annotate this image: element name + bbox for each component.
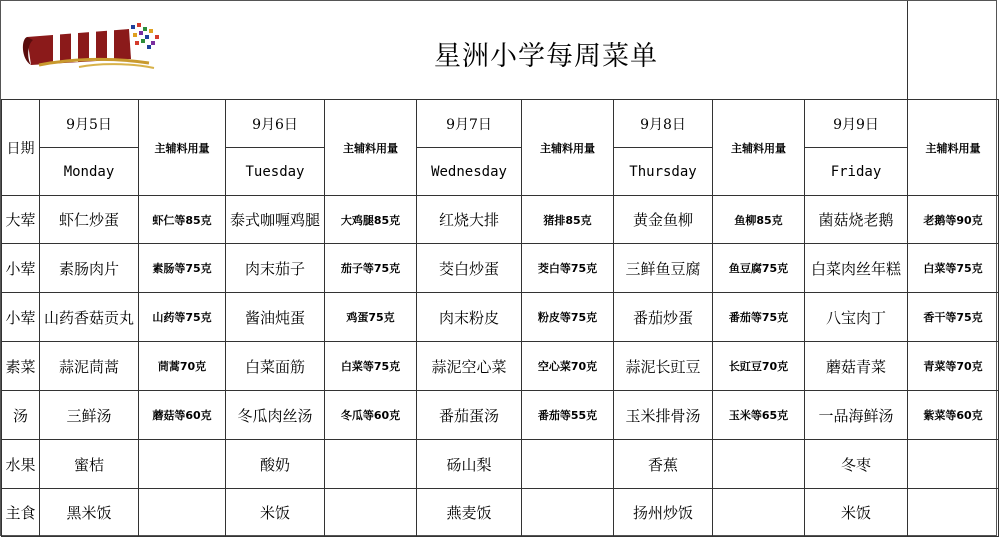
amount-cell: 鱼柳85克 bbox=[713, 196, 805, 244]
amount-cell: 茭白等75克 bbox=[522, 244, 614, 293]
dish-cell: 三鲜汤 bbox=[40, 391, 139, 440]
aux-header: 主辅料用量 bbox=[908, 100, 999, 196]
dish-cell: 番茄炒蛋 bbox=[614, 293, 713, 342]
category-cell: 小荤 bbox=[2, 293, 40, 342]
category-cell: 水果 bbox=[2, 440, 40, 489]
dish-cell: 红烧大排 bbox=[417, 196, 522, 244]
header-row-dates bbox=[2, 100, 999, 148]
aux-header: 主辅料用量 bbox=[713, 100, 805, 196]
dish-cell: 黄金鱼柳 bbox=[614, 196, 713, 244]
dish-cell: 冬瓜肉丝汤 bbox=[226, 391, 325, 440]
amount-cell bbox=[139, 440, 226, 489]
dish-cell: 番茄蛋汤 bbox=[417, 391, 522, 440]
category-cell: 小荤 bbox=[2, 244, 40, 293]
amount-cell: 香干等75克 bbox=[908, 293, 999, 342]
amount-cell: 青菜等70克 bbox=[908, 342, 999, 391]
amount-cell: 番茄等55克 bbox=[522, 391, 614, 440]
dish-cell: 冬枣 bbox=[805, 440, 908, 489]
dish-cell: 肉末茄子 bbox=[226, 244, 325, 293]
amount-cell: 鱼豆腐75克 bbox=[713, 244, 805, 293]
amount-cell bbox=[522, 440, 614, 489]
title-row bbox=[1, 1, 998, 100]
day-weekday: Monday bbox=[40, 148, 139, 196]
day-date: 9月6日 bbox=[226, 100, 325, 148]
dish-cell: 八宝肉丁 bbox=[805, 293, 908, 342]
dish-cell: 蘑菇青菜 bbox=[805, 342, 908, 391]
day-date: 9月9日 bbox=[805, 100, 908, 148]
amount-cell: 素肠等75克 bbox=[139, 244, 226, 293]
day-weekday: Thursday bbox=[614, 148, 713, 196]
dish-cell: 素肠肉片 bbox=[40, 244, 139, 293]
menu-row bbox=[2, 342, 999, 391]
dish-cell: 黑米饭 bbox=[40, 489, 139, 537]
amount-cell: 番茄等75克 bbox=[713, 293, 805, 342]
menu-row bbox=[2, 440, 999, 489]
amount-cell: 空心菜70克 bbox=[522, 342, 614, 391]
dish-cell: 白菜肉丝年糕 bbox=[805, 244, 908, 293]
amount-cell: 紫菜等60克 bbox=[908, 391, 999, 440]
menu-row bbox=[2, 489, 999, 537]
category-cell: 大荤 bbox=[2, 196, 40, 244]
day-weekday: Friday bbox=[805, 148, 908, 196]
amount-cell: 茄子等75克 bbox=[325, 244, 417, 293]
amount-cell bbox=[522, 489, 614, 537]
amount-cell: 白菜等75克 bbox=[325, 342, 417, 391]
amount-cell: 蘑菇等60克 bbox=[139, 391, 226, 440]
dish-cell: 蜜桔 bbox=[40, 440, 139, 489]
school-logo bbox=[19, 15, 169, 75]
amount-cell: 冬瓜等60克 bbox=[325, 391, 417, 440]
dish-cell: 米饭 bbox=[805, 489, 908, 537]
dish-cell: 玉米排骨汤 bbox=[614, 391, 713, 440]
amount-cell: 白菜等75克 bbox=[908, 244, 999, 293]
dish-cell: 菌菇烧老鹅 bbox=[805, 196, 908, 244]
date-label: 日期 bbox=[2, 100, 40, 196]
amount-cell: 老鹅等90克 bbox=[908, 196, 999, 244]
amount-cell: 玉米等65克 bbox=[713, 391, 805, 440]
menu-row bbox=[2, 391, 999, 440]
day-weekday: Tuesday bbox=[226, 148, 325, 196]
amount-cell: 猪排85克 bbox=[522, 196, 614, 244]
day-date: 9月8日 bbox=[614, 100, 713, 148]
dish-cell: 白菜面筋 bbox=[226, 342, 325, 391]
amount-cell bbox=[325, 489, 417, 537]
amount-cell bbox=[908, 489, 999, 537]
dish-cell: 山药香菇贡丸 bbox=[40, 293, 139, 342]
dish-cell: 泰式咖喱鸡腿 bbox=[226, 196, 325, 244]
dish-cell: 茭白炒蛋 bbox=[417, 244, 522, 293]
dish-cell: 虾仁炒蛋 bbox=[40, 196, 139, 244]
menu-body bbox=[2, 100, 999, 537]
aux-header: 主辅料用量 bbox=[325, 100, 417, 196]
dish-cell: 酸奶 bbox=[226, 440, 325, 489]
amount-cell: 粉皮等75克 bbox=[522, 293, 614, 342]
amount-cell: 鸡蛋75克 bbox=[325, 293, 417, 342]
day-date: 9月5日 bbox=[40, 100, 139, 148]
menu-row bbox=[2, 244, 999, 293]
aux-header: 主辅料用量 bbox=[522, 100, 614, 196]
amount-cell: 虾仁等85克 bbox=[139, 196, 226, 244]
category-cell: 素菜 bbox=[2, 342, 40, 391]
category-cell: 主食 bbox=[2, 489, 40, 537]
dish-cell: 蒜泥长豇豆 bbox=[614, 342, 713, 391]
category-cell: 汤 bbox=[2, 391, 40, 440]
amount-cell: 茼蒿70克 bbox=[139, 342, 226, 391]
page-title: 星洲小学每周菜单 bbox=[434, 41, 658, 72]
amount-cell: 山药等75克 bbox=[139, 293, 226, 342]
menu-row bbox=[2, 196, 999, 244]
day-weekday: Wednesday bbox=[417, 148, 522, 196]
dish-cell: 扬州炒饭 bbox=[614, 489, 713, 537]
amount-cell bbox=[325, 440, 417, 489]
amount-cell bbox=[908, 440, 999, 489]
dish-cell: 肉末粉皮 bbox=[417, 293, 522, 342]
amount-cell bbox=[713, 440, 805, 489]
dish-cell: 燕麦饭 bbox=[417, 489, 522, 537]
dish-cell: 蒜泥茼蒿 bbox=[40, 342, 139, 391]
dish-cell: 三鲜鱼豆腐 bbox=[614, 244, 713, 293]
day-date: 9月7日 bbox=[417, 100, 522, 148]
amount-cell bbox=[139, 489, 226, 537]
dish-cell: 酱油炖蛋 bbox=[226, 293, 325, 342]
dish-cell: 香蕉 bbox=[614, 440, 713, 489]
dish-cell: 一品海鲜汤 bbox=[805, 391, 908, 440]
amount-cell: 大鸡腿85克 bbox=[325, 196, 417, 244]
amount-cell bbox=[713, 489, 805, 537]
aux-header: 主辅料用量 bbox=[139, 100, 226, 196]
dish-cell: 蒜泥空心菜 bbox=[417, 342, 522, 391]
title-divider bbox=[907, 1, 908, 100]
menu-row bbox=[2, 293, 999, 342]
menu-table bbox=[1, 99, 999, 537]
dish-cell: 米饭 bbox=[226, 489, 325, 537]
dish-cell: 砀山梨 bbox=[417, 440, 522, 489]
amount-cell: 长豇豆70克 bbox=[713, 342, 805, 391]
